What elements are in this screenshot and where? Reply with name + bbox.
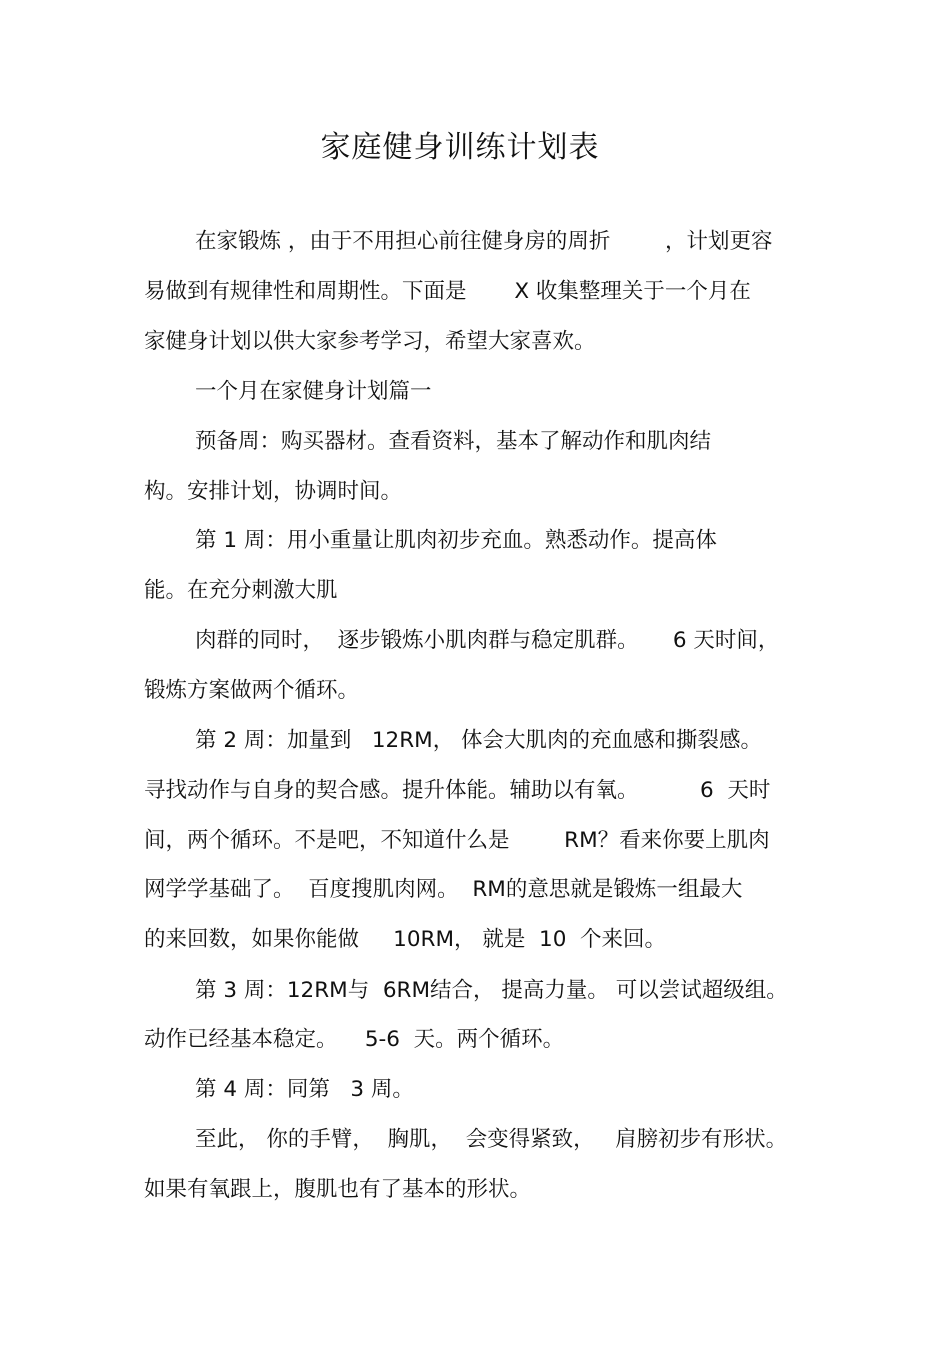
paragraph-line: 肉群的同时， 逐步锻炼小肌肉群与稳定肌群。 6 天时间，	[195, 628, 780, 653]
paragraph-line: 构。安排计划，协调时间。	[144, 479, 403, 504]
paragraph-line: 易做到有规律性和周期性。下面是 X 收集整理关于一个月在	[144, 279, 751, 304]
paragraph-line: 第 3 周：12RM与 6RM结合， 提高力量。 可以尝试超级组。	[195, 978, 788, 1003]
page-title: 家庭健身训练计划表	[320, 130, 600, 165]
paragraph-line: 的来回数，如果你能做 10RM， 就是 10 个来回。	[144, 927, 667, 952]
section-heading: 一个月在家健身计划篇一	[195, 379, 432, 404]
paragraph-line: 如果有氧跟上，腹肌也有了基本的形状。	[144, 1177, 532, 1202]
paragraph-line: 家健身计划以供大家参考学习，希望大家喜欢。	[144, 329, 596, 354]
paragraph-line: 能。在充分刺激大肌	[144, 578, 338, 603]
paragraph-line: 第 4 周：同第 3 周。	[195, 1077, 414, 1102]
paragraph-line: 第 1 周：用小重量让肌肉初步充血。熟悉动作。提高体	[195, 528, 717, 553]
paragraph-line: 动作已经基本稳定。 5-6 天。两个循环。	[144, 1027, 565, 1052]
paragraph-line: 第 2 周：加量到 12RM， 体会大肌肉的充血感和撕裂感。	[195, 728, 763, 753]
paragraph-line: 间，两个循环。不是吧，不知道什么是 RM？看来你要上肌肉	[144, 828, 770, 853]
paragraph-line: 在家锻炼 ，由于不用担心前往健身房的周折 ，计划更容	[195, 229, 773, 254]
paragraph-line: 锻炼方案做两个循环。	[144, 678, 360, 703]
paragraph-line: 预备周：购买器材。查看资料，基本了解动作和肌肉结	[195, 429, 712, 454]
paragraph-line: 网学学基础了。 百度搜肌肉网。 RM的意思就是锻炼一组最大	[144, 877, 743, 902]
paragraph-line: 至此， 你的手臂， 胸肌， 会变得紧致， 肩膀初步有形状。	[195, 1127, 788, 1152]
paragraph-line: 寻找动作与自身的契合感。提升体能。辅助以有氧。 6 天时	[144, 778, 771, 803]
